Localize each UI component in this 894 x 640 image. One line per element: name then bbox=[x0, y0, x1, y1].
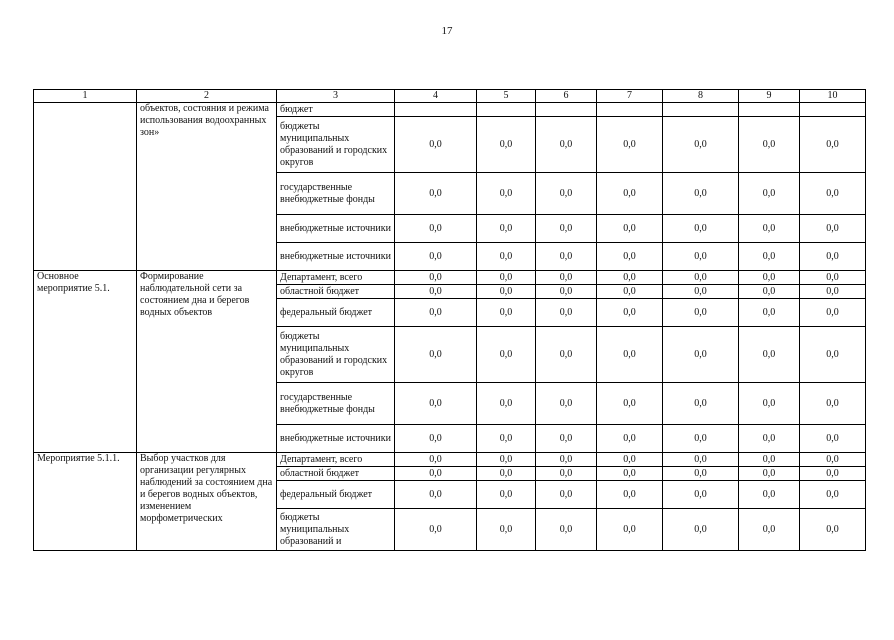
amount-cell: 0,0 bbox=[663, 481, 739, 509]
amount-cell: 0,0 bbox=[395, 299, 477, 327]
amount-cell: 0,0 bbox=[477, 243, 536, 271]
amount-cell: 0,0 bbox=[800, 173, 866, 215]
amount-cell: 0,0 bbox=[739, 509, 800, 551]
funding-source-cell: бюджеты муниципальных образований и городских округов bbox=[277, 117, 395, 173]
amount-cell: 0,0 bbox=[739, 215, 800, 243]
amount-cell: 0,0 bbox=[739, 467, 800, 481]
column-header: 5 bbox=[477, 90, 536, 103]
amount-cell: 0,0 bbox=[536, 383, 597, 425]
amount-cell bbox=[739, 103, 800, 117]
funding-source-cell: государственные внебюджетные фонды bbox=[277, 383, 395, 425]
amount-cell: 0,0 bbox=[597, 243, 663, 271]
column-header: 9 bbox=[739, 90, 800, 103]
amount-cell: 0,0 bbox=[395, 271, 477, 285]
amount-cell: 0,0 bbox=[739, 327, 800, 383]
amount-cell: 0,0 bbox=[536, 467, 597, 481]
amount-cell: 0,0 bbox=[395, 243, 477, 271]
table-row bbox=[34, 453, 866, 467]
amount-cell: 0,0 bbox=[800, 299, 866, 327]
amount-cell: 0,0 bbox=[739, 299, 800, 327]
amount-cell: 0,0 bbox=[477, 481, 536, 509]
table-body bbox=[34, 103, 866, 551]
amount-cell: 0,0 bbox=[477, 425, 536, 453]
amount-cell: 0,0 bbox=[663, 327, 739, 383]
amount-cell: 0,0 bbox=[663, 117, 739, 173]
amount-cell: 0,0 bbox=[477, 509, 536, 551]
amount-cell: 0,0 bbox=[477, 215, 536, 243]
amount-cell: 0,0 bbox=[800, 271, 866, 285]
amount-cell: 0,0 bbox=[536, 327, 597, 383]
page-number: 17 bbox=[441, 25, 453, 37]
amount-cell: 0,0 bbox=[800, 215, 866, 243]
amount-cell bbox=[800, 103, 866, 117]
amount-cell bbox=[663, 103, 739, 117]
column-header: 7 bbox=[597, 90, 663, 103]
column-header: 6 bbox=[536, 90, 597, 103]
amount-cell: 0,0 bbox=[663, 271, 739, 285]
amount-cell: 0,0 bbox=[477, 285, 536, 299]
amount-cell: 0,0 bbox=[536, 117, 597, 173]
amount-cell: 0,0 bbox=[739, 453, 800, 467]
measure-name-cell: Основное мероприятие 5.1. bbox=[34, 271, 137, 453]
funding-source-cell: Департамент, всего bbox=[277, 271, 395, 285]
amount-cell: 0,0 bbox=[597, 215, 663, 243]
amount-cell: 0,0 bbox=[395, 117, 477, 173]
amount-cell bbox=[597, 103, 663, 117]
amount-cell: 0,0 bbox=[477, 117, 536, 173]
amount-cell: 0,0 bbox=[597, 117, 663, 173]
column-header: 3 bbox=[277, 90, 395, 103]
amount-cell: 0,0 bbox=[739, 285, 800, 299]
amount-cell: 0,0 bbox=[663, 453, 739, 467]
amount-cell: 0,0 bbox=[800, 117, 866, 173]
amount-cell: 0,0 bbox=[536, 243, 597, 271]
amount-cell: 0,0 bbox=[395, 453, 477, 467]
amount-cell: 0,0 bbox=[477, 299, 536, 327]
amount-cell: 0,0 bbox=[739, 481, 800, 509]
amount-cell: 0,0 bbox=[663, 383, 739, 425]
amount-cell: 0,0 bbox=[536, 453, 597, 467]
amount-cell: 0,0 bbox=[800, 285, 866, 299]
amount-cell: 0,0 bbox=[597, 271, 663, 285]
amount-cell: 0,0 bbox=[597, 453, 663, 467]
amount-cell: 0,0 bbox=[477, 271, 536, 285]
amount-cell: 0,0 bbox=[800, 467, 866, 481]
funding-source-cell: областной бюджет bbox=[277, 467, 395, 481]
amount-cell: 0,0 bbox=[536, 285, 597, 299]
amount-cell: 0,0 bbox=[800, 383, 866, 425]
amount-cell: 0,0 bbox=[739, 425, 800, 453]
amount-cell: 0,0 bbox=[663, 425, 739, 453]
funding-source-cell: бюджеты муниципальных образований и bbox=[277, 509, 395, 551]
column-header: 8 bbox=[663, 90, 739, 103]
funding-source-cell: федеральный бюджет bbox=[277, 481, 395, 509]
amount-cell: 0,0 bbox=[477, 327, 536, 383]
amount-cell: 0,0 bbox=[663, 299, 739, 327]
amount-cell: 0,0 bbox=[800, 481, 866, 509]
amount-cell: 0,0 bbox=[663, 285, 739, 299]
amount-cell: 0,0 bbox=[395, 481, 477, 509]
amount-cell: 0,0 bbox=[663, 467, 739, 481]
amount-cell: 0,0 bbox=[739, 173, 800, 215]
amount-cell: 0,0 bbox=[800, 243, 866, 271]
column-header: 1 bbox=[34, 90, 137, 103]
amount-cell: 0,0 bbox=[663, 509, 739, 551]
amount-cell: 0,0 bbox=[477, 453, 536, 467]
column-number-row bbox=[34, 90, 866, 103]
amount-cell: 0,0 bbox=[597, 327, 663, 383]
funding-source-cell: областной бюджет bbox=[277, 285, 395, 299]
funding-source-cell: внебюджетные источники bbox=[277, 215, 395, 243]
amount-cell: 0,0 bbox=[739, 117, 800, 173]
column-header: 4 bbox=[395, 90, 477, 103]
amount-cell: 0,0 bbox=[597, 383, 663, 425]
amount-cell: 0,0 bbox=[739, 383, 800, 425]
funding-source-cell: бюджеты муниципальных образований и городских округов bbox=[277, 327, 395, 383]
column-header: 10 bbox=[800, 90, 866, 103]
funding-source-cell: внебюджетные источники bbox=[277, 243, 395, 271]
amount-cell bbox=[477, 103, 536, 117]
amount-cell bbox=[395, 103, 477, 117]
amount-cell: 0,0 bbox=[597, 299, 663, 327]
measure-description-cell: Выбор участков для организации регулярных наблюдений за состоянием дна и берегов водных объектов, изменением морфометрических bbox=[137, 453, 277, 551]
amount-cell: 0,0 bbox=[395, 215, 477, 243]
amount-cell: 0,0 bbox=[477, 173, 536, 215]
amount-cell: 0,0 bbox=[597, 467, 663, 481]
amount-cell: 0,0 bbox=[395, 509, 477, 551]
amount-cell: 0,0 bbox=[536, 299, 597, 327]
amount-cell: 0,0 bbox=[536, 481, 597, 509]
amount-cell: 0,0 bbox=[597, 509, 663, 551]
measure-name-cell bbox=[34, 103, 137, 271]
table-row bbox=[34, 271, 866, 285]
measure-description-cell: объектов, состояния и режима использования водоохранных зон» bbox=[137, 103, 277, 271]
funding-source-cell: государственные внебюджетные фонды bbox=[277, 173, 395, 215]
measure-description-cell: Формирование наблюдательной сети за состоянием дна и берегов водных объектов bbox=[137, 271, 277, 453]
amount-cell: 0,0 bbox=[395, 285, 477, 299]
amount-cell: 0,0 bbox=[536, 509, 597, 551]
amount-cell: 0,0 bbox=[800, 327, 866, 383]
amount-cell: 0,0 bbox=[395, 425, 477, 453]
amount-cell: 0,0 bbox=[800, 453, 866, 467]
column-header: 2 bbox=[137, 90, 277, 103]
funding-source-cell: Департамент, всего bbox=[277, 453, 395, 467]
budget-table bbox=[33, 89, 866, 551]
amount-cell: 0,0 bbox=[800, 509, 866, 551]
amount-cell: 0,0 bbox=[536, 215, 597, 243]
amount-cell: 0,0 bbox=[800, 425, 866, 453]
amount-cell: 0,0 bbox=[477, 383, 536, 425]
amount-cell: 0,0 bbox=[536, 173, 597, 215]
amount-cell: 0,0 bbox=[395, 173, 477, 215]
amount-cell: 0,0 bbox=[477, 467, 536, 481]
table-row bbox=[34, 103, 866, 117]
amount-cell: 0,0 bbox=[395, 467, 477, 481]
amount-cell: 0,0 bbox=[536, 271, 597, 285]
funding-source-cell: внебюджетные источники bbox=[277, 425, 395, 453]
amount-cell: 0,0 bbox=[597, 173, 663, 215]
amount-cell bbox=[536, 103, 597, 117]
amount-cell: 0,0 bbox=[597, 481, 663, 509]
amount-cell: 0,0 bbox=[395, 327, 477, 383]
amount-cell: 0,0 bbox=[739, 243, 800, 271]
measure-name-cell: Мероприятие 5.1.1. bbox=[34, 453, 137, 551]
amount-cell: 0,0 bbox=[395, 383, 477, 425]
funding-source-cell: бюджет bbox=[277, 103, 395, 117]
amount-cell: 0,0 bbox=[597, 285, 663, 299]
amount-cell: 0,0 bbox=[663, 215, 739, 243]
funding-source-cell: федеральный бюджет bbox=[277, 299, 395, 327]
amount-cell: 0,0 bbox=[739, 271, 800, 285]
amount-cell: 0,0 bbox=[536, 425, 597, 453]
amount-cell: 0,0 bbox=[663, 243, 739, 271]
amount-cell: 0,0 bbox=[663, 173, 739, 215]
amount-cell: 0,0 bbox=[597, 425, 663, 453]
